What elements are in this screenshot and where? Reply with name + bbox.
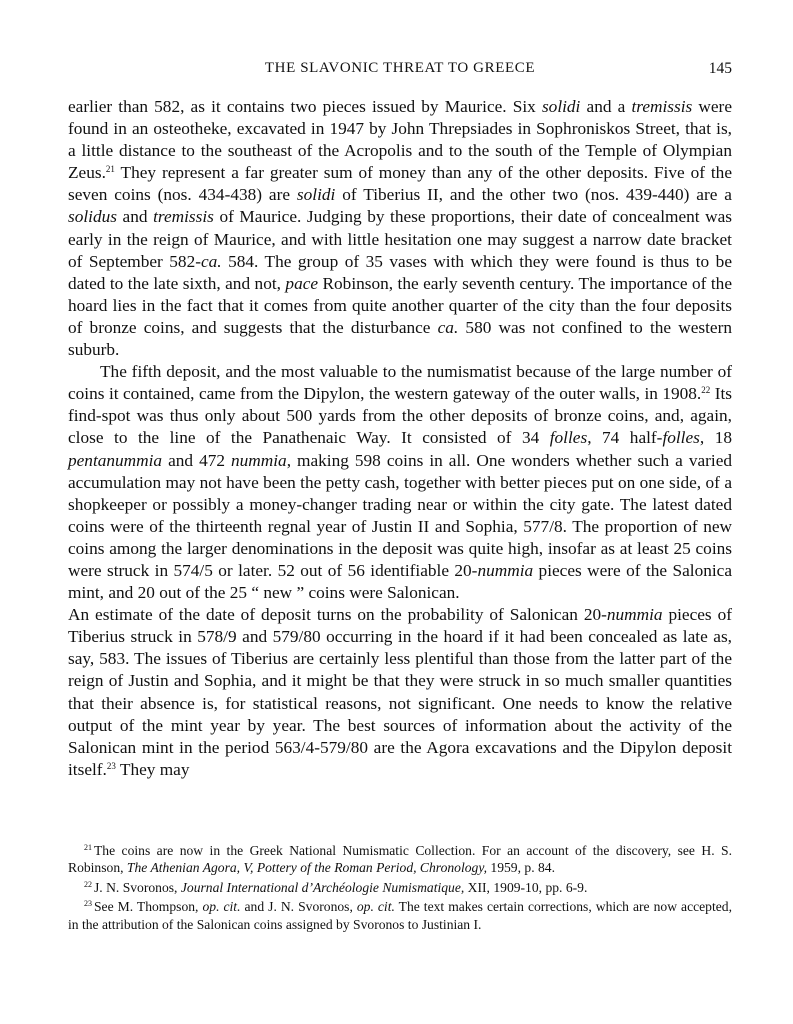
body-text: [68, 96, 732, 781]
footnote-23: [68, 898, 732, 933]
text-run: See M. Thompson,: [94, 899, 203, 915]
text-run: Robinson, the early seventh century. The importance of the hoard lies in the fact that it comes from quite another quarter of the city than the four deposits of bronze coins, and suggests that the disturbance: [68, 273, 732, 337]
footnote-number: 21: [84, 843, 92, 852]
italic-text: folles: [662, 428, 700, 448]
italic-text: op. cit.: [202, 899, 241, 915]
text-run: 1959, p. 84.: [487, 860, 555, 876]
italic-text: ca.: [200, 251, 222, 271]
text-run: 584. The group of 35 vases with which they were found is thus to be dated to the late sixth, and not,: [68, 251, 732, 293]
italic-text: Journal International d’Archéologie Numismatique,: [180, 879, 465, 895]
text-run: of Maurice. Judging by these proportions, their date of concealment was early in the reign of Maurice, and with little hesitation one may suggest a narrow date bracket of September 582-: [68, 207, 733, 271]
footnote-21: [68, 842, 732, 877]
page-header: [68, 60, 732, 82]
footnote-ref: 21: [105, 164, 115, 175]
footnote-22: [68, 879, 732, 896]
footnotes: [68, 842, 732, 935]
italic-text: nummia: [231, 450, 287, 470]
italic-text: solidus: [68, 207, 117, 227]
text-run: , 74 half-: [587, 428, 663, 448]
text-run: pieces were of the Salonica mint, and 20 out of the 25 “ new ” coins were Salonican.: [68, 560, 732, 603]
footnote-number: 23: [84, 899, 92, 909]
text-run: and J. N. Svoronos,: [240, 899, 357, 915]
text-run: They represent a far greater sum of money than any of the other deposits. Five of the seven coins (nos. 434-438) are: [68, 163, 732, 205]
paragraph-1: [68, 96, 732, 361]
text-run: of Tiberius II, and the other two (nos. 439-440) are a: [335, 185, 732, 205]
running-title: THE SLAVONIC THREAT TO GREECE: [264, 60, 536, 76]
text-run: The text makes certain corrections, which are now accepted, in the attribution of the Salonican coins assigned by Svoronos to Justinian I.: [68, 899, 732, 932]
text-run: were found in an osteotheke, excavated in 1947 by John Threpsiades in Sophroniskos Street, that is, a little distance to the southeast of the Acropolis and to the south of the Temple of Olympian Zeus.: [68, 97, 732, 183]
italic-text: nummia: [477, 560, 534, 580]
text-run: 580 was not confined to the western suburb.: [68, 317, 732, 360]
italic-text: nummia: [606, 605, 663, 625]
paragraph-3: [68, 604, 732, 781]
text-run: , making 598 coins in all. One wonders whether such a varied accumulation may not have been the petty cash, together with better pieces put on one side, of a shopkeeper or possibly a money-changer trading near or within the city gate. The latest dated coins were of the thirteenth regnal year of Justin II and Sophia, 577/8. The proportion of new coins among the larger denominations in the deposit was quite high, insofar as at least 25 coins were struck in 574/5 or later. 52 out of 56 identifiable 20-: [68, 450, 733, 580]
italic-text: solidi: [541, 97, 581, 116]
footnote-number: 22: [84, 879, 92, 889]
italic-text: folles: [549, 428, 588, 448]
text-run: earlier than 582, as it contains two pieces issued by Maurice. Six: [68, 97, 542, 116]
text-run: and: [116, 207, 154, 227]
text-run: and a: [580, 97, 632, 116]
text-run: , 18: [699, 428, 732, 448]
paragraph-2: [68, 361, 732, 604]
footnote-ref: 23: [106, 760, 116, 771]
italic-text: pentanummia: [68, 450, 163, 470]
text-run: An estimate of the date of deposit turns on the probability of Salonican 20-: [68, 605, 607, 625]
text-run: Its find-spot was thus only about 500 yards from the other deposits of bronze coins, and, again, close to the line of the Panathenaic Way. It consisted of 34: [68, 384, 732, 448]
italic-text: tremissis: [153, 207, 214, 227]
text-run: The coins are now in the Greek National Numismatic Collection. For an account of the discovery, see H. S. Robinson,: [68, 843, 732, 876]
text-run: pieces of Tiberius struck in 578/9 and 579/80 occurring in the hoard if it had been concealed as late as, say, 583. The issues of Tiberius are certainly less plentiful than those from the latter part of the reign of Justin and Sophia, and it might be that they were struck in so much smaller quantities that their absence is, for statistical reasons, not significant. One needs to know the relative output of the mint year by year. The best sources of information about the activity of the Salonican mint in the period 563/4-579/80 are the Agora excavations and the Dipylon deposit itself.: [68, 605, 732, 779]
italic-text: pace: [285, 273, 319, 293]
footnote-ref: 22: [701, 385, 711, 396]
text-run: and 472: [162, 450, 232, 470]
italic-text: ca.: [437, 317, 459, 337]
text-run: J. N. Svoronos,: [94, 879, 181, 895]
text-run: The fifth deposit, and the most valuable to the numismatist because of the large number of coins it contained, came from the Dipylon, the western gateway of the outer walls, in 1908.: [68, 362, 732, 404]
italic-text: tremissis: [631, 97, 693, 116]
text-run: They may: [115, 759, 190, 779]
page-number: 145: [708, 60, 732, 77]
italic-text: op. cit.: [356, 899, 395, 915]
italic-text: The Athenian Agora, V, Pottery of the Roman Period, Chronology,: [126, 860, 488, 876]
text-run: XII, 1909-10, pp. 6-9.: [464, 879, 588, 895]
italic-text: solidi: [296, 185, 336, 205]
